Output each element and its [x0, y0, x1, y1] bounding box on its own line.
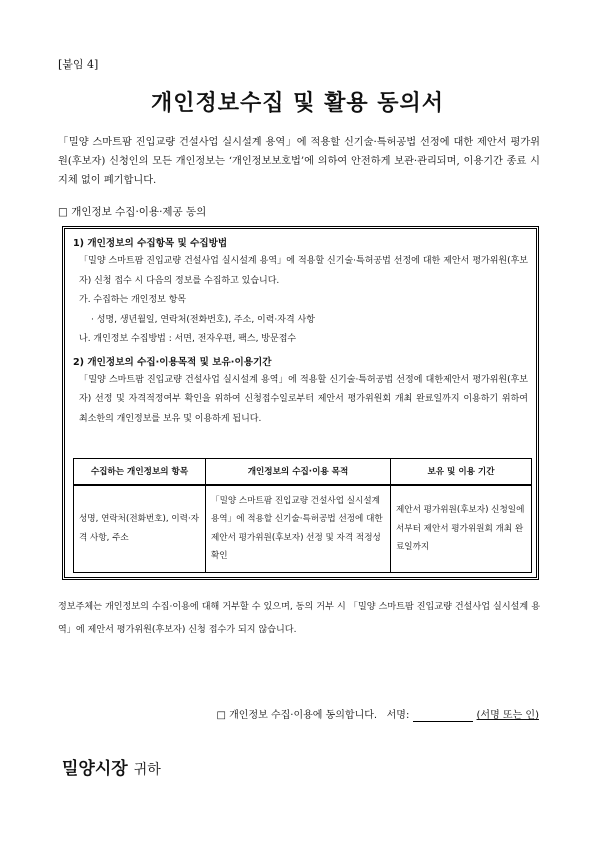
refusal-notice: 정보주체는 개인정보의 수집·이용에 대해 거부할 수 있으며, 동의 거부 시 「밀양 스마트팜 진입교량 건설사업 실시설계 용역」에 제안서 평가위원(후보자) 신청 접수가 되지 않습니다.	[58, 602, 540, 635]
collected-items-label: 가. 수집하는 개인정보 항목	[79, 295, 187, 305]
table-cell-items: 성명, 연락처(전화번호), 이력·자격 사항, 주소	[74, 485, 206, 573]
table-cell-purpose: 「밀양 스마트팜 진입교량 건설사업 실시설계 용역」에 적용할 신기술·특허공법 선정에 대한 제안서 평가위원(후보자) 선정 및 자격 적정성 확인	[206, 485, 391, 573]
table-header: 수집하는 개인정보의 항목	[74, 459, 206, 485]
table-header-row	[74, 459, 532, 485]
collection-method: 나. 개인정보 수집방법 : 서면, 전자우편, 팩스, 방문접수	[79, 334, 297, 344]
table-cell-period: 제안서 평가위원(후보자) 신청일에서부터 제안서 평가위원회 개최 완료일까지	[391, 485, 532, 573]
section-heading: □ 개인정보 수집·이용·제공 동의	[58, 206, 207, 218]
table-header: 개인정보의 수집·이용 목적	[206, 459, 391, 485]
subsection-2-title: 2) 개인정보의 수집·이용목적 및 보유·이용기간	[73, 356, 272, 368]
signature-hint: (서명 또는 인)	[476, 710, 539, 721]
honorific: 귀하	[133, 762, 161, 778]
subsection-1-text: 「밀양 스마트팜 진입교량 건설사업 실시설계 용역」에 적용할 신기술·특허공법 선정에 대한 제안서 평가위원(후보자) 신청 접수 시 다음의 정보를 수집하고 있습니다.	[79, 256, 528, 286]
subsection-2-text: 「밀양 스마트팜 진입교량 건설사업 실시설계 용역」에 적용할 신기술·특허공법 선정에 대한제안서 평가위원(후보자) 선정 및 자격적정여부 확인을 위하여 신청접수일로부터 제안서 평가위원회 개최 완료일까지 이용하기 위하여 최소한의 개인정보를 보유 및 이용하게 됩니다.	[79, 374, 528, 424]
purpose-table	[73, 458, 532, 573]
table-header: 보유 및 이용 기간	[391, 459, 532, 485]
subsection-1-title: 1) 개인정보의 수집항목 및 수집방법	[73, 238, 228, 249]
table-row	[74, 485, 532, 573]
consent-details-box	[62, 226, 539, 580]
intro-paragraph: 「밀양 스마트팜 진입교량 건설사업 실시설계 용역」에 적용할 신기술·특허공법 선정에 대한 제안서 평가위원(후보자) 신청인의 모든 개인정보는 ‘개인정보보호법’에 의하여 안전하게 보관·관리되며, 이용기간 종료 시 지체 없이 폐기합니다.	[58, 137, 540, 186]
collected-items-detail: · 성명, 생년월일, 연락처(전화번호), 주소, 이력·자격 사항	[91, 314, 315, 325]
addressee-line	[62, 754, 161, 779]
page-title: 개인정보수집 및 활용 동의서	[150, 91, 444, 116]
addressee: 밀양시장	[62, 759, 128, 779]
consent-checkbox[interactable]: □ 개인정보 수집·이용에 동의합니다.	[216, 710, 378, 721]
consent-line	[217, 706, 540, 722]
signature-field[interactable]	[413, 710, 473, 722]
attachment-label: [붙임 4]	[58, 58, 99, 71]
sign-label: 서명:	[386, 710, 410, 721]
